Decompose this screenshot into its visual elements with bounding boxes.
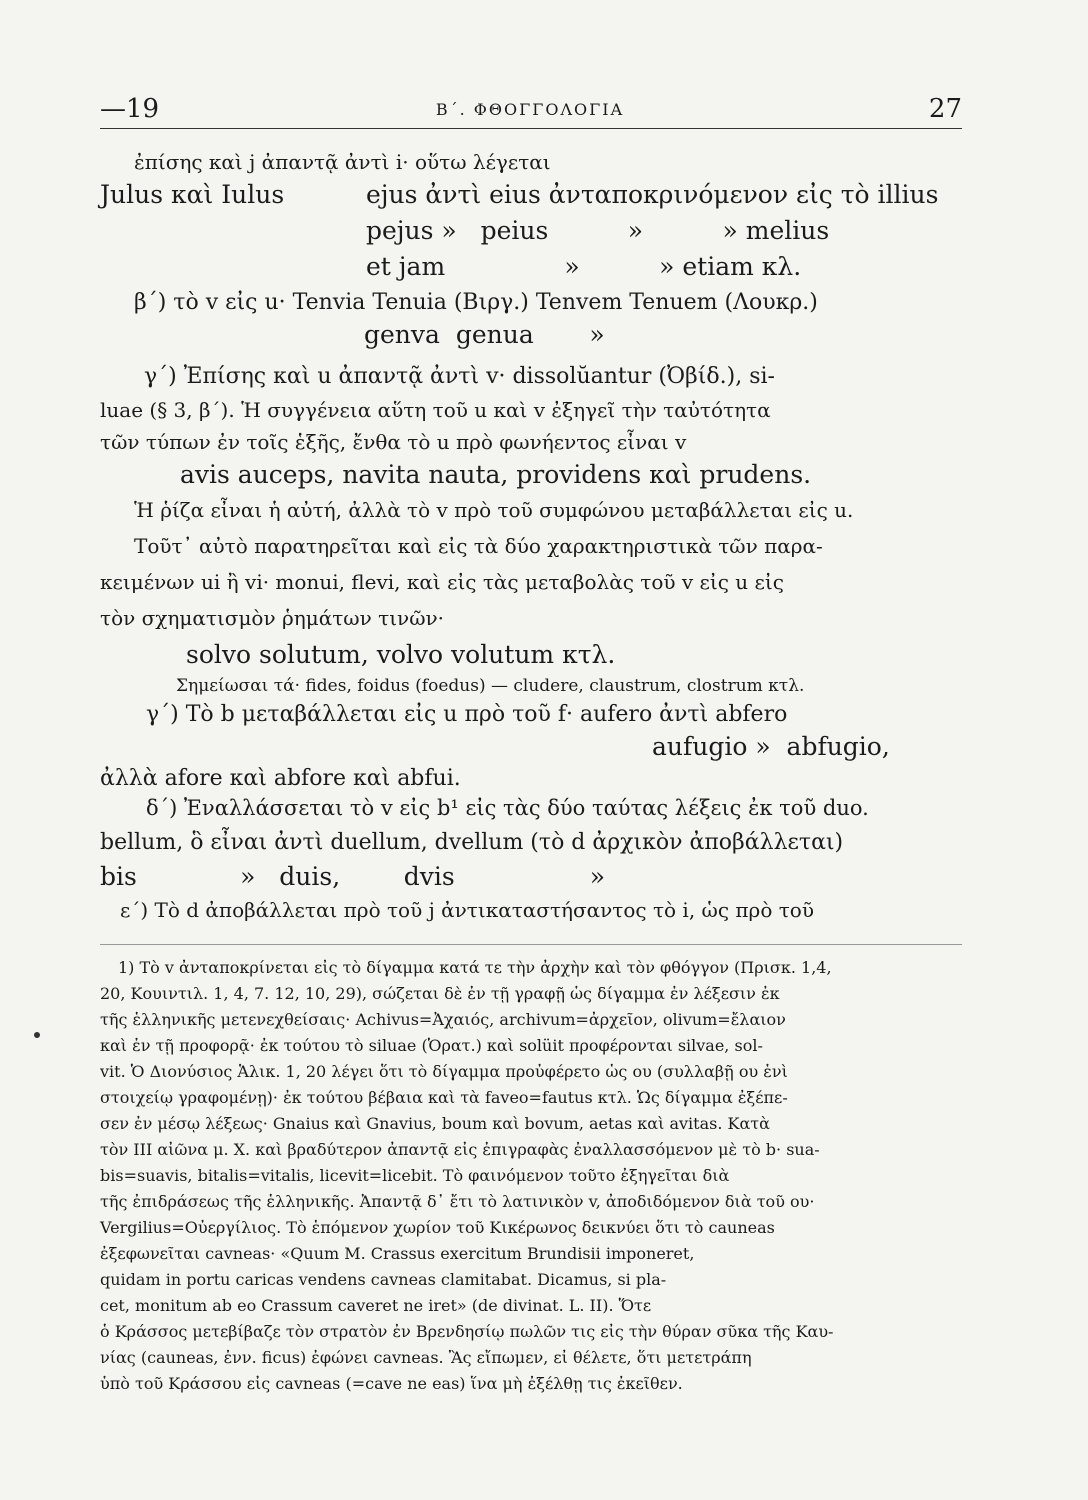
footnote-line: καὶ ἐν τῇ προφορᾷ· ἐκ τούτου τὸ siluae (Ὁρατ.) καὶ solüit προφέρονται silvae, sol- (100, 1036, 763, 1055)
footnote-line: σεν ἐν μέσῳ λέξεως· Gnaius καὶ Gnavius, boum καὶ bovum, aetas καὶ avitas. Κατὰ (100, 1114, 770, 1133)
margin-mark (34, 1032, 40, 1038)
body-line: γ΄) Τὸ b μεταβάλλεται εἰς u πρὸ τοῦ f· aufero ἀντὶ abfero (146, 702, 788, 727)
running-header (100, 92, 962, 128)
body-line: Julus καὶ Iulus (100, 180, 285, 209)
footnote-rule (100, 944, 962, 945)
body-line: aufugio » abfugio, (652, 732, 890, 761)
footnote-line: ὑπὸ τοῦ Κράσσου εἰς cavneas (=cave ne eas) ἵνα μὴ ἐξέλθῃ τις ἐκεῖθεν. (100, 1374, 683, 1393)
body-line: ἀλλὰ afore καὶ abfore καὶ abfui. (100, 766, 461, 791)
footnote-line: cet, monitum ab eo Crassum caveret ne iret» (de divinat. L. II). Ὅτε (100, 1296, 652, 1315)
header-rule (100, 128, 962, 129)
body-line: Σημείωσαι τά· fides, foidus (foedus) — cludere, claustrum, clostrum κτλ. (176, 676, 805, 696)
footnote-line: vit. Ὁ Διονύσιος Ἁλικ. 1, 20 λέγει ὅτι τὸ δίγαμμα προὐφέρετο ὡς ου (συλλαβῇ ου ἑνὶ (100, 1062, 788, 1081)
body-line: bellum, ὃ εἶναι ἀντὶ duellum, dvellum (τὸ d ἀρχικὸν ἀποβάλλεται) (100, 830, 844, 855)
body-line: pejus » peius » » melius (366, 216, 830, 245)
footnote-line: 20, Κουιντιλ. 1, 4, 7. 12, 10, 29), σώζεται δὲ ἐν τῇ γραφῇ ὡς δίγαμμα ἐν λέξεσιν ἐκ (100, 984, 780, 1003)
footnote-line: τῆς ἐπιδράσεως τῆς ἑλληνικῆς. Ἀπαντᾷ δ᾽ ἔτι τὸ λατινικὸν v, ἀποδιδόμενον διὰ τοῦ ου· (100, 1192, 815, 1211)
body-line: β΄) τὸ v εἰς u· Tenvia Tenuia (Βιργ.) Tenvem Tenuem (Λουκρ.) (134, 290, 818, 315)
body-line: ε΄) Τὸ d ἀποβάλλεται πρὸ τοῦ j ἀντικαταστήσαντος τὸ i, ὡς πρὸ τοῦ (120, 898, 814, 922)
body-line: avis auceps, navita nauta, providens καὶ prudens. (180, 460, 812, 489)
body-line: ejus ἀντὶ eius ἀνταποκρινόμενον εἰς τὸ illius (366, 180, 939, 209)
body-line: Ἡ ῥίζα εἶναι ἡ αὐτή, ἀλλὰ τὸ v πρὸ τοῦ συμφώνου μεταβάλλεται εἰς u. (134, 498, 854, 522)
body-line: luae (§ 3, β΄). Ἡ συγγένεια αὕτη τοῦ u καὶ v ἐξηγεῖ τὴν ταὐτότητα (100, 398, 771, 422)
footnote-line: νίας (cauneas, ἐνν. ficus) ἐφώνει cavneas. Ἂς εἴπωμεν, εἰ θέλετε, ὅτι μετετράπη (100, 1348, 752, 1367)
body-line: Τοῦτ᾽ αὐτὸ παρατηρεῖται καὶ εἰς τὰ δύο χαρακτηριστικὰ τῶν παρα- (134, 534, 823, 558)
footnote-line: ἐξεφωνεῖται cavneas· «Quum M. Crassus exercitum Brundisii imponeret, (100, 1244, 695, 1263)
section-number: —19 (100, 94, 160, 124)
chapter-title: Β΄. ΦΘΟΓΓΟΛΟΓΙΑ (435, 100, 625, 119)
body-line: solvo solutum, volvo volutum κτλ. (186, 640, 616, 669)
footnote-line: τὸν ΙΙΙ αἰῶνα μ. Χ. καὶ βραδύτερον ἀπαντᾷ εἰς ἐπιγραφὰς ἐναλλασσόμενον μὲ τὸ b· sua- (100, 1140, 820, 1159)
body-line: γ΄) Ἐπίσης καὶ u ἀπαντᾷ ἀντὶ v· dissolŭantur (Ὀβίδ.), si- (144, 364, 775, 389)
body-line: bis » duis, dvis » (100, 862, 606, 891)
body-line: τῶν τύπων ἐν τοῖς ἑξῆς, ἔνθα τὸ u πρὸ φωνήεντος εἶναι v (100, 430, 687, 454)
footnote-line: quidam in portu caricas vendens cavneas clamitabat. Dicamus, si pla- (100, 1270, 667, 1289)
footnote-line: τῆς ἑλληνικῆς μετενεχθείσαις· Achivus=Ἀχαιός, archivum=ἀρχεῖον, olivum=ἔλαιον (100, 1010, 786, 1029)
body-line: ἐπίσης καὶ j ἀπαντᾷ ἀντὶ i· οὕτω λέγεται (134, 150, 551, 174)
footnote-line: στοιχείῳ γραφομένῃ)· ἐκ τούτου βέβαια καὶ τὰ faveo=fautus κτλ. Ὡς δίγαμμα ἐξέπε- (100, 1088, 788, 1107)
footnote-line: bis=suavis, bitalis=vitalis, licevit=licebit. Τὸ φαινόμενον τοῦτο ἐξηγεῖται διὰ (100, 1166, 730, 1185)
body-line: genva genua » (364, 320, 605, 349)
body-line: δ΄) Ἐναλλάσσεται τὸ v εἰς b¹ εἰς τὰς δύο ταύτας λέξεις ἐκ τοῦ duo. (146, 796, 869, 820)
page-number: 27 (928, 94, 962, 124)
body-line: τὸν σχηματισμὸν ῥημάτων τινῶν· (100, 606, 445, 630)
footnote-line: Vergilius=Οὐεργίλιος. Τὸ ἑπόμενον χωρίον τοῦ Κικέρωνος δεικνύει ὅτι τὸ cauneas (100, 1218, 775, 1237)
body-line: et jam » » etiam κλ. (366, 252, 802, 281)
footnote-line: 1) Τὸ v ἀνταποκρίνεται εἰς τὸ δίγαμμα κατά τε τὴν ἀρχὴν καὶ τὸν φθόγγον (Πρισκ. 1,4, (118, 958, 832, 977)
footnote-line: ὁ Κράσσος μετεβίβαζε τὸν στρατὸν ἐν Βρενδησίῳ πωλῶν τις εἰς τὴν θύραν σῦκα τῆς Καυ- (100, 1322, 834, 1341)
body-line: κειμένων ui ἢ vi· monui, flevi, καὶ εἰς τὰς μεταβολὰς τοῦ v εἰς u εἰς (100, 570, 784, 594)
